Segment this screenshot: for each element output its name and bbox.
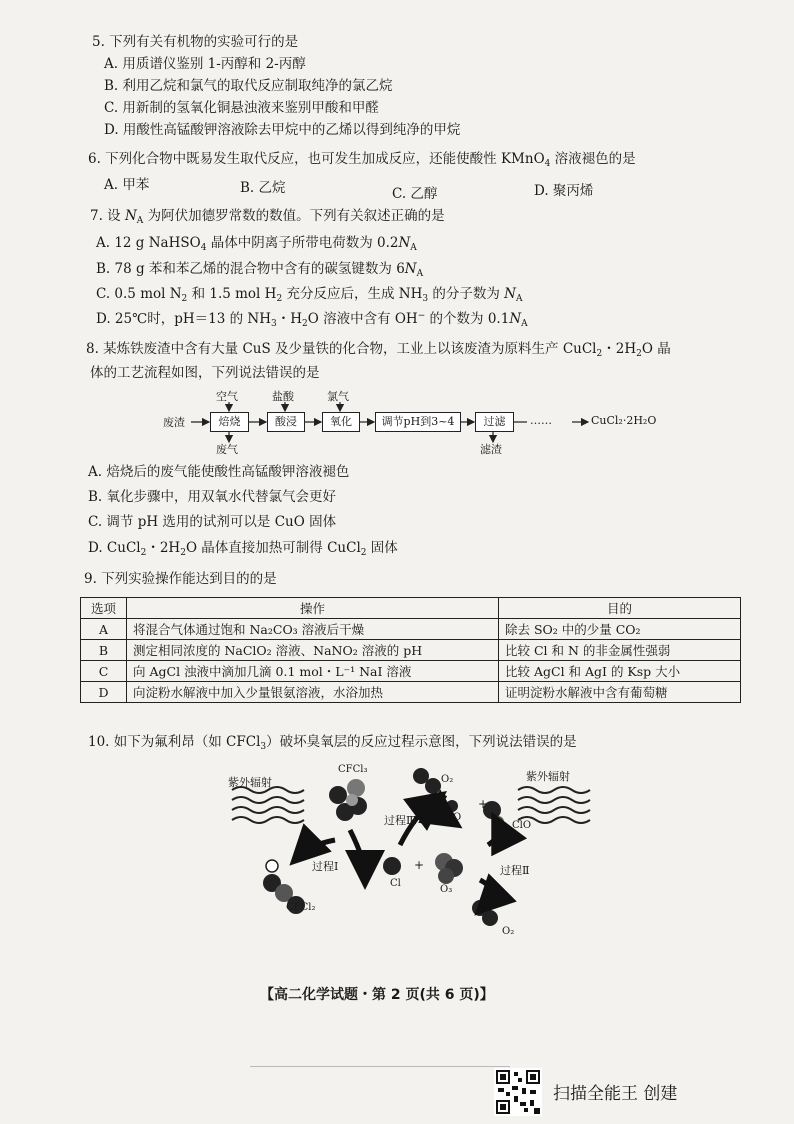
- page-footer: 【高二化学试题・第 2 页(共 6 页)】: [260, 987, 494, 1003]
- flow-acid-leach-box: 酸浸: [267, 412, 305, 432]
- process-2-label: 过程Ⅱ: [500, 864, 530, 877]
- flow-filter-box: 过滤: [475, 412, 514, 432]
- q6-option-c: C. 乙醇: [392, 186, 438, 202]
- flow-hcl-label: 盐酸: [272, 390, 294, 403]
- q7-option-a: A. 12 g NaHSO$_4$ 晶体中阴离子所带电荷数为 $0.2N_A$: [96, 235, 417, 253]
- q8-option-c: C. 调节 pH 选用的试剂可以是 CuO 固体: [88, 514, 337, 530]
- row-operation: 向 AgCl 浊液中滴加几滴 0.1 mol・L⁻¹ NaI 溶液: [127, 661, 499, 682]
- o3-molecule: [435, 853, 463, 884]
- plus-sign-top: +: [478, 797, 489, 811]
- process-1-label: 过程Ⅰ: [312, 860, 339, 873]
- q9-stem: 9. 下列实验操作能达到目的的是: [84, 571, 277, 587]
- row-goal: 证明淀粉水解液中含有葡萄糖: [499, 682, 741, 703]
- o3-label: O₃: [440, 884, 453, 895]
- flow-start-label: 废渣: [163, 416, 185, 429]
- row-option: D: [81, 682, 127, 703]
- q5-option-a: A. 用质谱仪鉴别 1-丙醇和 2-丙醇: [104, 56, 306, 72]
- o2-bottom-label: O₂: [502, 926, 515, 937]
- row-operation: 将混合气体通过饱和 Na₂CO₃ 溶液后干燥: [127, 619, 499, 640]
- divider: [250, 1066, 510, 1067]
- q7-option-c: C. 0.5 mol $N_2$ 和 1.5 mol $H_2$ 充分反应后，生成 $NH_3$ 的分子数为 $N_A$: [96, 286, 523, 304]
- flow-roast-box: 焙烧: [210, 412, 249, 432]
- oxygen-atom: [446, 800, 458, 812]
- table-header-goal: 目的: [499, 598, 741, 619]
- q8-option-b: B. 氧化步骤中，用双氧水代替氯气会更好: [88, 489, 337, 505]
- row-goal: 比较 Cl 和 N 的非金属性强弱: [499, 640, 741, 661]
- q7-stem: 7. 设 $N_A$ 为阿伏加德罗常数的数值。下列有关叙述正确的是: [90, 208, 445, 226]
- table-header-option: 选项: [81, 598, 127, 619]
- q5-option-c: C. 用新制的氢氧化铜悬浊液来鉴别甲酸和甲醛: [104, 100, 379, 116]
- q10-stem: 10. 如下为氟利昂（如 CFCl$_3$）破坏臭氧层的反应过程示意图，下列说法错误的是: [88, 734, 577, 752]
- q5-option-b: B. 利用乙烷和氯气的取代反应制取纯净的氯乙烷: [104, 78, 393, 94]
- o2-top-label: O₂: [441, 774, 454, 785]
- cfcl3-molecule: [329, 779, 367, 821]
- row-goal: 比较 AgCl 和 AgI 的 Ksp 大小: [499, 661, 741, 682]
- flow-ellipsis: ……: [530, 414, 552, 427]
- flow-oxidize-box: 氧化: [322, 412, 360, 432]
- q8-option-d: D. CuCl$_2$・$2H_2O$ 晶体直接加热可制得 CuCl$_2$ 固体: [88, 540, 398, 558]
- q7-option-b: B. 78 g 苯和苯乙烯的混合物中含有的碳氢键数为 $6N_A$: [96, 261, 424, 279]
- uv-waves-right: [518, 787, 590, 823]
- flow-product-label: CuCl₂·2H₂O: [591, 414, 657, 427]
- flow-residue-label: 滤渣: [480, 443, 502, 456]
- process-3-label: 过程Ⅲ: [384, 814, 417, 827]
- row-option: C: [81, 661, 127, 682]
- table-header-operation: 操作: [127, 598, 499, 619]
- flow-adjust-ph-box: 调节pH到3~4: [375, 412, 461, 432]
- clo-label: ClO: [512, 820, 532, 831]
- uv-label-right: 紫外辐射: [526, 770, 570, 783]
- q6-option-d: D. 聚丙烯: [534, 183, 594, 199]
- o-atom-label: O: [453, 812, 462, 823]
- row-goal: 除去 SO₂ 中的少量 CO₂: [499, 619, 741, 640]
- q6-option-a: A. 甲苯: [104, 177, 150, 193]
- flow-chlorine-label: 氯气: [327, 390, 349, 403]
- q6-stem: 6. 下列化合物中既易发生取代反应，也可发生加成反应，还能使酸性 KMnO$_4$ 溶液褪色的是: [88, 151, 636, 169]
- flow-waste-gas-label: 废气: [216, 443, 238, 456]
- row-option: A: [81, 619, 127, 640]
- q8-stem-line2: 体的工艺流程如图，下列说法错误的是: [90, 365, 320, 381]
- cl-label: Cl: [390, 878, 401, 889]
- o2-top-molecule: [413, 768, 441, 794]
- chlorine-atom: [383, 857, 401, 875]
- scanner-watermark: 扫描全能王 创建: [553, 1084, 678, 1104]
- q7-option-d: D. 25℃时，pH＝13 的 $NH_3$・$H_2O$ 溶液中含有 OH− 的个数为 $0.1N_A$: [96, 311, 528, 329]
- q8-stem: 8. 某炼铁废渣中含有大量 CuS 及少量铁的化合物，工业上以该废渣为原料生产 CuCl$_2$・$2H_2O$ 晶: [86, 341, 671, 359]
- uv-waves-left: [232, 787, 304, 823]
- row-option: B: [81, 640, 127, 661]
- plus-sign-bottom: +: [414, 858, 425, 872]
- row-operation: 测定相同浓度的 NaClO₂ 溶液、NaNO₂ 溶液的 pH: [127, 640, 499, 661]
- q8-option-a: A. 焙烧后的废气能使酸性高锰酸钾溶液褪色: [88, 464, 350, 480]
- qr-code-icon: [494, 1068, 542, 1116]
- row-operation: 向淀粉水解液中加入少量银氨溶液，水浴加热: [127, 682, 499, 703]
- q5-stem: 5. 下列有关有机物的实验可行的是: [92, 34, 299, 50]
- cfcl2-label: CFCl₂: [286, 902, 316, 913]
- uv-label-left: 紫外辐射: [228, 776, 272, 789]
- q6-option-b: B. 乙烷: [240, 180, 286, 196]
- q5-option-d: D. 用酸性高锰酸钾溶液除去甲烷中的乙烯以得到纯净的甲烷: [104, 122, 461, 138]
- flow-air-label: 空气: [216, 390, 238, 403]
- cfcl3-label: CFCl₃: [338, 764, 368, 775]
